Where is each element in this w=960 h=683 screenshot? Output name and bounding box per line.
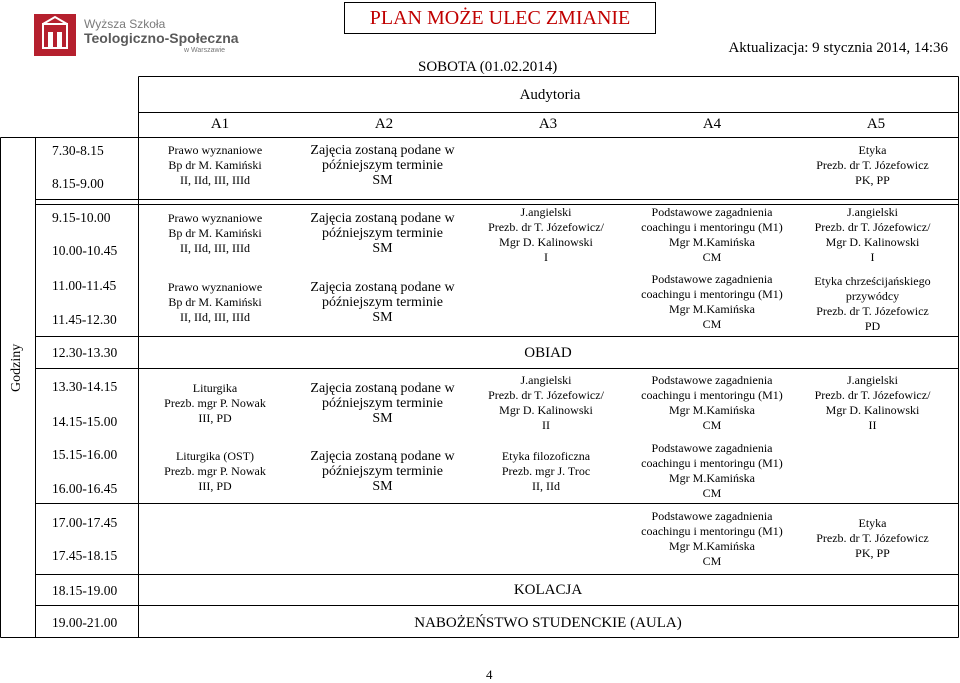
class-teacher: Prezb. dr T. Józefowicz/	[814, 220, 931, 234]
class-teacher: Mgr D. Kalinowski	[825, 235, 920, 249]
class-teacher: Prezb. dr T. Józefowicz	[816, 304, 929, 318]
class-title: Liturgika	[192, 381, 238, 395]
class-title: późniejszym terminie	[322, 464, 443, 479]
class-groups: I	[544, 250, 548, 264]
class-title: Zajęcia zostaną podane w	[310, 449, 455, 464]
time-slot: 15.15-16.00	[52, 447, 118, 462]
class-title: Podstawowe zagadnienia	[651, 509, 773, 523]
class-title: Etyka chrześcijańskiego	[814, 274, 931, 288]
class-title: coachingu i mentoringu (M1)	[641, 388, 783, 402]
class-groups: II, IId, III, IIId	[180, 241, 250, 255]
class-groups: PK, PP	[855, 173, 890, 187]
class-cell	[140, 211, 290, 256]
class-groups: SM	[372, 241, 393, 256]
class-groups: PK, PP	[855, 546, 890, 560]
class-cell	[627, 272, 797, 332]
class-title: Zajęcia zostaną podane w	[310, 143, 455, 158]
lunch-break: OBIAD	[524, 345, 572, 361]
class-title: Zajęcia zostaną podane w	[310, 381, 455, 396]
logo-text-line2: Teologiczno-Społeczna	[84, 30, 239, 46]
class-title: coachingu i mentoringu (M1)	[641, 456, 783, 470]
class-groups: CM	[702, 317, 722, 331]
class-groups: II	[868, 418, 877, 432]
class-groups: CM	[702, 486, 722, 500]
class-title: późniejszym terminie	[322, 295, 443, 310]
update-timestamp: Aktualizacja: 9 stycznia 2014, 14:36	[728, 40, 948, 56]
class-groups: SM	[372, 479, 393, 494]
class-groups: CM	[702, 418, 722, 432]
class-teacher: Prezb. dr T. Józefowicz/	[488, 220, 604, 234]
class-teacher: Prezb. dr T. Józefowicz	[816, 531, 929, 545]
time-slot: 19.00-21.00	[52, 615, 118, 630]
schedule-date: SOBOTA (01.02.2014)	[418, 59, 558, 75]
class-cell	[140, 280, 290, 325]
class-title: coachingu i mentoringu (M1)	[641, 220, 783, 234]
class-cell	[466, 449, 626, 494]
class-groups: II, IId	[532, 479, 560, 493]
class-teacher: Mgr D. Kalinowski	[499, 403, 593, 417]
time-slot: 13.30-14.15	[52, 379, 118, 394]
class-teacher: Mgr M.Kamińska	[669, 235, 755, 249]
class-groups: SM	[372, 411, 393, 426]
class-cell	[627, 509, 797, 569]
dinner-break: KOLACJA	[513, 582, 583, 598]
class-cell	[466, 373, 626, 433]
class-groups: II, IId, III, IIId	[180, 310, 250, 324]
class-teacher: Bp dr M. Kamiński	[168, 158, 262, 172]
class-title: Podstawowe zagadnienia	[651, 373, 773, 387]
class-groups: SM	[372, 310, 393, 325]
time-slot: 11.45-12.30	[52, 312, 117, 327]
class-teacher: Prezb. mgr P. Nowak	[164, 464, 266, 478]
logo-text-line3: w Warszawie	[184, 47, 225, 54]
class-teacher: Mgr D. Kalinowski	[499, 235, 593, 249]
time-slot: 10.00-10.45	[52, 243, 118, 258]
class-cell	[466, 205, 626, 265]
class-teacher: Prezb. dr T. Józefowicz/	[488, 388, 604, 402]
class-title: Zajęcia zostaną podane w	[310, 280, 455, 295]
room-header-a5: A5	[866, 116, 886, 132]
class-title: Prawo wyznaniowe	[167, 143, 263, 157]
logo-text-line1: Wyższa Szkoła	[84, 17, 166, 31]
class-groups: II	[542, 418, 550, 432]
class-groups: III, PD	[198, 479, 232, 493]
class-title: coachingu i mentoringu (M1)	[641, 524, 783, 538]
class-title: J.angielski	[520, 205, 572, 219]
class-teacher: Mgr M.Kamińska	[669, 471, 755, 485]
class-groups: I	[870, 250, 875, 264]
class-teacher: Prezb. mgr J. Troc	[501, 464, 591, 478]
class-cell	[627, 441, 797, 501]
time-slot: 9.15-10.00	[52, 210, 111, 225]
time-slot: 14.15-15.00	[52, 414, 118, 429]
room-header-a4: A4	[702, 116, 722, 132]
class-title: późniejszym terminie	[322, 226, 443, 241]
class-title: Etyka	[858, 143, 887, 157]
class-title: Liturgika (OST)	[175, 449, 255, 463]
class-title: J.angielski	[520, 373, 572, 387]
class-title: późniejszym terminie	[322, 396, 443, 411]
class-cell	[300, 280, 465, 325]
class-title: przywódcy	[845, 289, 900, 303]
class-cell	[790, 516, 955, 561]
class-title: Podstawowe zagadnienia	[651, 272, 773, 286]
class-groups: PD	[864, 319, 881, 333]
class-cell	[300, 211, 465, 256]
class-title: J.angielski	[847, 205, 898, 219]
class-cell	[300, 449, 465, 494]
class-title: coachingu i mentoringu (M1)	[641, 287, 783, 301]
class-groups: II, IId, III, IIId	[180, 173, 250, 187]
class-title: Podstawowe zagadnienia	[651, 441, 773, 455]
class-teacher: Prezb. mgr P. Nowak	[164, 396, 266, 410]
time-slot: 11.00-11.45	[52, 278, 117, 293]
class-title: J.angielski	[847, 373, 898, 387]
class-cell	[790, 143, 955, 188]
class-title: Prawo wyznaniowe	[167, 211, 263, 225]
class-title: późniejszym terminie	[322, 158, 443, 173]
class-title: Prawo wyznaniowe	[167, 280, 263, 294]
student-service: NABOŻEŃSTWO STUDENCKIE (AULA)	[414, 615, 682, 631]
class-cell	[790, 274, 955, 334]
time-slot: 7.30-8.15	[52, 143, 104, 158]
time-slot: 8.15-9.00	[52, 176, 104, 191]
class-title: Etyka	[858, 516, 887, 530]
class-teacher: Bp dr M. Kamiński	[168, 226, 262, 240]
class-cell	[627, 373, 797, 433]
class-title: Podstawowe zagadnienia	[651, 205, 773, 219]
class-groups: SM	[372, 173, 393, 188]
time-slot: 18.15-19.00	[52, 583, 118, 598]
hours-side-label: Godziny	[9, 343, 24, 392]
class-title: Zajęcia zostaną podane w	[310, 211, 455, 226]
class-cell	[140, 143, 290, 188]
time-slot: 16.00-16.45	[52, 481, 118, 496]
time-slot: 17.00-17.45	[52, 515, 118, 530]
class-teacher: Prezb. dr T. Józefowicz/	[814, 388, 931, 402]
class-cell	[627, 205, 797, 265]
audytoria-header: Audytoria	[519, 87, 581, 103]
room-header-a2: A2	[374, 116, 394, 132]
class-teacher: Mgr M.Kamińska	[669, 539, 755, 553]
class-cell	[300, 143, 465, 188]
class-groups: CM	[702, 554, 722, 568]
class-teacher: Bp dr M. Kamiński	[168, 295, 262, 309]
class-groups: CM	[702, 250, 722, 264]
change-warning-banner: PLAN MOŻE ULEC ZMIANIE	[344, 2, 656, 34]
time-slot: 12.30-13.30	[52, 345, 118, 360]
class-title: Etyka filozoficzna	[501, 449, 591, 463]
class-teacher: Mgr M.Kamińska	[669, 403, 755, 417]
room-header-a3: A3	[538, 116, 558, 132]
time-slot: 17.45-18.15	[52, 548, 118, 563]
class-cell	[140, 449, 290, 494]
class-teacher: Mgr M.Kamińska	[669, 302, 755, 316]
page-number: 4	[486, 667, 493, 682]
class-teacher: Mgr D. Kalinowski	[825, 403, 920, 417]
class-cell	[790, 205, 955, 265]
class-cell	[300, 381, 465, 426]
class-cell	[140, 381, 290, 426]
class-groups: III, PD	[198, 411, 232, 425]
class-cell	[790, 373, 955, 433]
room-header-a1: A1	[210, 116, 230, 132]
class-teacher: Prezb. dr T. Józefowicz	[816, 158, 929, 172]
